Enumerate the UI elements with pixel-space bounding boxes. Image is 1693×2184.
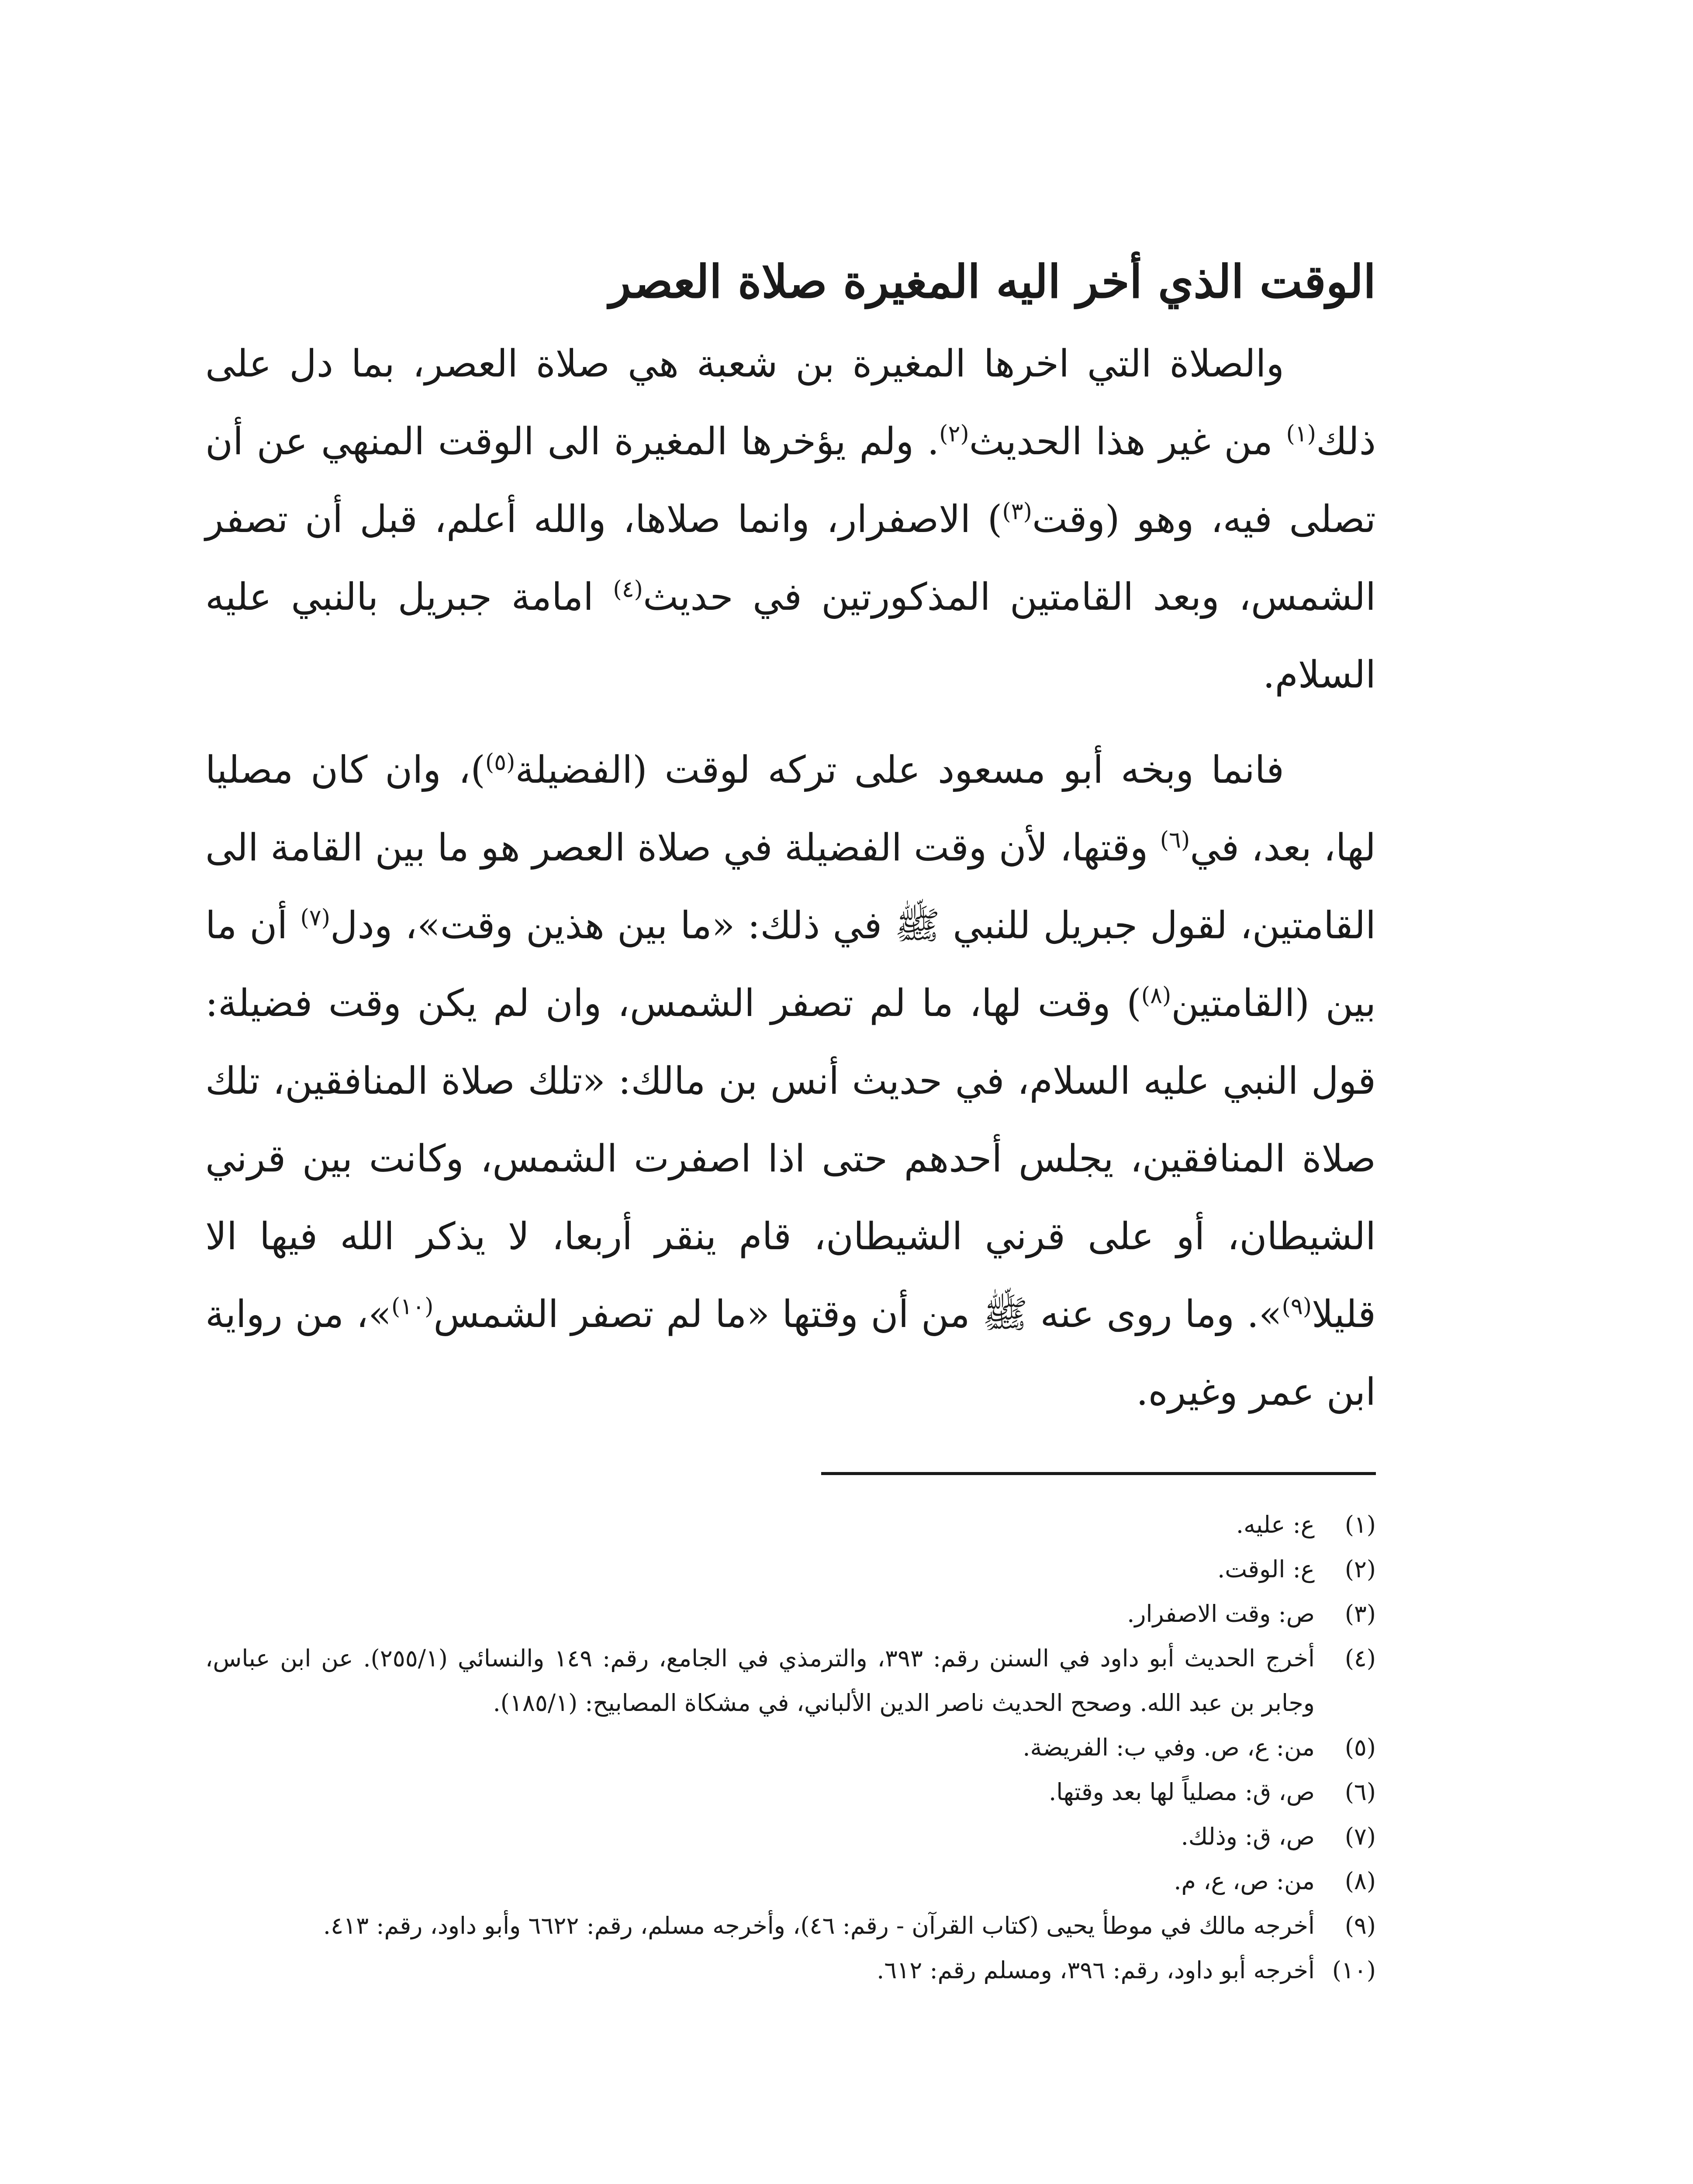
text-run: »، من رواية ابن عمر وغيره. [205, 1292, 1376, 1414]
footnote [205, 1770, 1376, 1814]
footnote [205, 1859, 1376, 1904]
footnote [205, 1904, 1376, 1948]
footnote-number: (٥) [1344, 1734, 1376, 1761]
footnote-text: أخرج الحديث أبو داود في السنن رقم: ٣٩٣، والترمذي في الجامع، رقم: ١٤٩ والنسائي (٢٥٥/١). عن ابن عباس، وجابر بن عبد الله. وصحح الحديث ناصر الدين الألباني، في مشكاة المصابيح: (١٨٥/١). [205, 1645, 1315, 1717]
footnote [205, 1592, 1376, 1636]
footnote-text: أخرجه أبو داود، رقم: ٣٩٦، ومسلم رقم: ٦١٢. [877, 1956, 1315, 1984]
footnote-ref-9[interactable]: (٩) [1282, 1293, 1312, 1320]
section-heading: الوقت الذي أخر اليه المغيرة صلاة العصر [609, 255, 1376, 308]
paragraph-1 [205, 325, 1376, 714]
footnote-text: أخرجه مالك في موطأ يحيى (كتاب القرآن - رقم: ٤٦)، وأخرجه مسلم، رقم: ٦٦٢٢ وأبو داود، رقم: ٤١٣. [323, 1912, 1315, 1939]
footnote [205, 1948, 1376, 1993]
text-run: . ولم يؤخرها المغيرة الى الوقت المنهي عن أن تصلى فيه، وهو (وقت [205, 420, 1376, 541]
footnote-ref-7[interactable]: (٧) [300, 905, 331, 931]
footnote-text: من: ص، ع، م. [1174, 1867, 1315, 1895]
text-run: أن ما بين (القامتين [205, 904, 1376, 1025]
footnote-text: ع: عليه. [1236, 1511, 1315, 1538]
footnote-number: (٣) [1344, 1600, 1376, 1628]
footnote-text: من: ع، ص. وفي ب: الفريضة. [1023, 1734, 1315, 1761]
text-run: والصلاة التي اخرها المغيرة بن شعبة هي صلاة العصر، بما دل على ذلك [205, 342, 1376, 463]
footnote-text: ص: وقت الاصفرار. [1127, 1600, 1315, 1628]
footnote-ref-4[interactable]: (٤) [613, 576, 643, 603]
footnote-number: (٢) [1344, 1555, 1376, 1583]
footnote [205, 1503, 1376, 1547]
text-run: ) وقت لها، ما لم تصفر الشمس، وان لم يكن وقت فضيلة: قول النبي عليه السلام، في حديث أنس بن مالك: «تلك صلاة المنافقين، تلك صلاة المنافقين، يجلس أحدهم حتى اذا اصفرت الشمس، وكانت بين قرني الشيطان، أو على قرني الشيطان، قام ينقر أربعا، لا يذكر الله فيها الا قليلا [205, 981, 1376, 1336]
footnote [205, 1547, 1376, 1592]
footnote-number: (٨) [1344, 1867, 1376, 1895]
footnote-number: (٧) [1344, 1823, 1376, 1850]
footnote [205, 1725, 1376, 1770]
text-run: ». وما روى عنه ﷺ من أن وقتها «ما لم تصفر الشمس [433, 1292, 1282, 1336]
footnote [205, 1814, 1376, 1859]
text-run: امامة جبريل بالنبي عليه السلام. [205, 575, 1376, 697]
footnote-text: ص، ق: مصلياً لها بعد وقتها. [1049, 1778, 1315, 1806]
main-text [205, 245, 1376, 1448]
footnote-text: ع: الوقت. [1217, 1555, 1315, 1583]
footnote-number: (٤) [1344, 1645, 1376, 1672]
footnote-ref-3[interactable]: (٣) [1002, 498, 1032, 525]
footnote-number: (١) [1344, 1511, 1376, 1538]
footnote-ref-1[interactable]: (١) [1286, 421, 1316, 447]
text-run: من غير هذا الحديث [969, 420, 1286, 463]
footnote-ref-10[interactable]: (١٠) [391, 1293, 434, 1320]
footnote-ref-6[interactable]: (٦) [1160, 827, 1190, 854]
text-run: ) الاصفرار، وانما صلاها، والله أعلم، قبل أن تصفر الشمس، وبعد القامتين المذكورتين في حديث [205, 498, 1376, 619]
footnotes-list [205, 1503, 1376, 1993]
text-run: )، وان كان مصليا لها، بعد، في [205, 748, 1376, 870]
footnote-ref-8[interactable]: (٨) [1141, 982, 1171, 1009]
footnote-number: (٩) [1344, 1912, 1376, 1939]
footnote [205, 1636, 1376, 1725]
footnote-divider [821, 1472, 1376, 1475]
paragraph-2 [205, 731, 1376, 1431]
footnote-number: (٦) [1344, 1778, 1376, 1806]
text-run: وقتها، لأن وقت الفضيلة في صلاة العصر هو ما بين القامة الى القامتين، لقول جبريل للنبي ﷺ في ذلك: «ما بين هذين وقت»، ودل [205, 826, 1376, 947]
text-run: فانما وبخه أبو مسعود على تركه لوقت (الفضيلة [515, 748, 1284, 792]
footnote-ref-2[interactable]: (٢) [939, 421, 969, 447]
footnote-number: (١٠) [1332, 1956, 1376, 1984]
footnote-ref-5[interactable]: (٥) [485, 749, 515, 776]
footnote-text: ص، ق: وذلك. [1181, 1823, 1315, 1850]
